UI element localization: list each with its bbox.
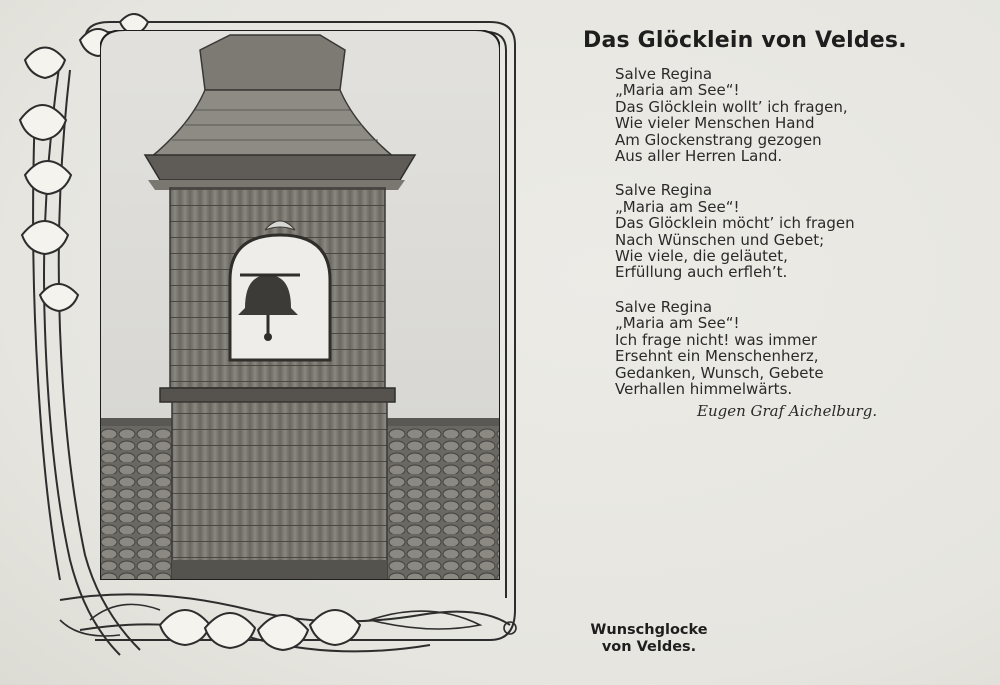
poem-line: „Maria am See“! xyxy=(615,314,740,333)
poem-line: Erfüllung auch erfleh’t. xyxy=(615,263,788,282)
bell-tower-photo xyxy=(100,30,500,580)
poem-line: Wie vieler Menschen Hand xyxy=(615,114,815,133)
poem-line: Aus aller Herren Land. xyxy=(615,147,783,166)
poem-line: Am Glockenstrang gezogen xyxy=(615,130,822,149)
poem-line: Ersehnt ein Menschenherz, xyxy=(615,347,819,366)
photo-caption xyxy=(586,622,712,656)
stanza-3 xyxy=(615,299,985,397)
poem-line: Verhallen himmelwärts. xyxy=(615,379,793,398)
poem-line: Ich frage nicht! was immer xyxy=(615,330,818,349)
caption-line-1: Wunschglocke xyxy=(590,622,708,638)
poem-line: Das Glöcklein möcht’ ich fragen xyxy=(615,214,855,233)
poem-author: Eugen Graf Aichelburg. xyxy=(697,402,878,420)
caption-line-2: von Veldes. xyxy=(601,639,697,655)
poem-line: „Maria am See“! xyxy=(615,197,740,216)
poem-line: Nach Wünschen und Gebet; xyxy=(615,230,825,249)
stanza-1 xyxy=(615,66,985,164)
poem-line: Salve Regina xyxy=(615,181,713,200)
poem-line: Gedanken, Wunsch, Gebete xyxy=(615,363,824,382)
poem-line: „Maria am See“! xyxy=(615,81,740,100)
stanza-2 xyxy=(615,182,985,280)
poem-title: Das Glöcklein von Veldes. xyxy=(583,28,907,53)
poem-line: Das Glöcklein wollt’ ich fragen, xyxy=(615,97,848,116)
poem-line: Salve Regina xyxy=(615,297,713,316)
poem-line: Wie viele, die geläutet, xyxy=(615,247,788,266)
poem-line: Salve Regina xyxy=(615,65,713,83)
poem-body xyxy=(615,66,985,415)
